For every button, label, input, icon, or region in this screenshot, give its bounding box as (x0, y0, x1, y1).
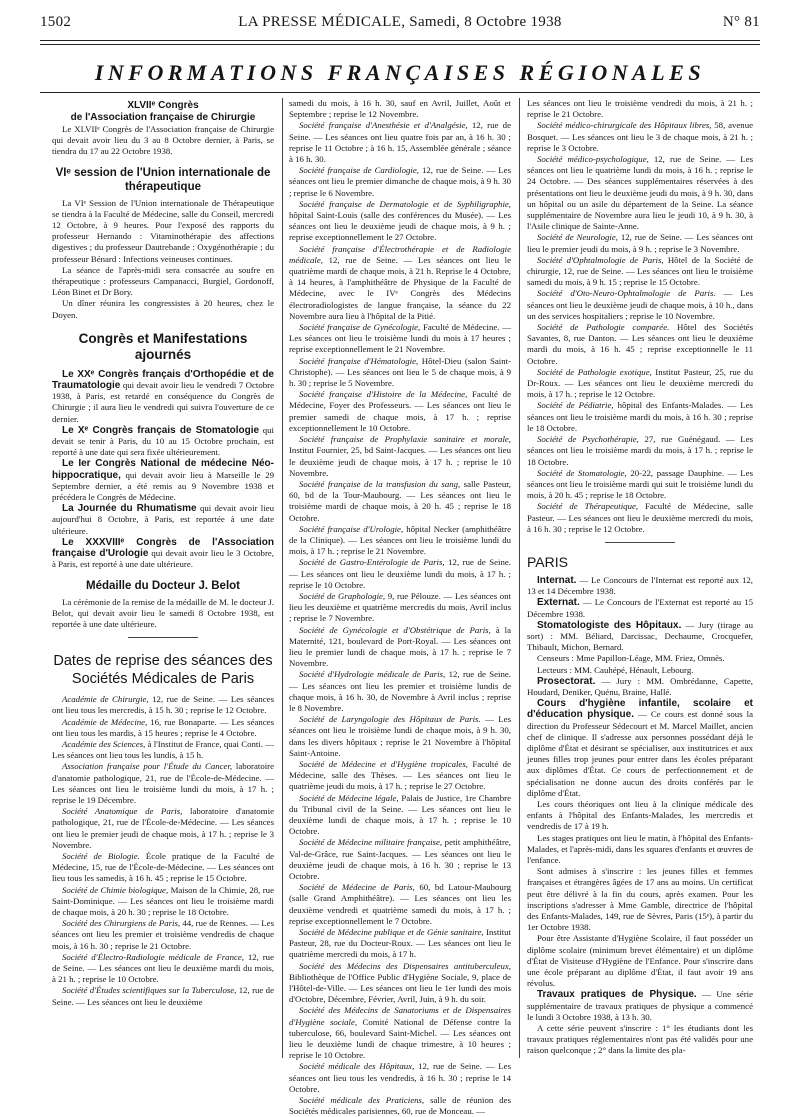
ajourne-item: Le XXXVIIIᵉ Congrès de l'Association française d'Urologie qui devait avoir lieu le 3 Octobre, à Paris, est reporté à une date ultérieure. (52, 536, 274, 570)
societe-entry: Société d'Hydrologie médicale de Paris, 12, rue de Seine. — Les séances ont lieu les premier et troisième lundis de chaque mois, à 16 h. 30, de Novembre à Avril inclus ; reprise le 8 Novembre. (289, 669, 511, 713)
societe-entry: Société d'Études scientifiques sur la Tuberculose, 12, rue de Seine. — Les séances ont lieu le deuxième (52, 985, 274, 1007)
stages-pratiques-text: Les stages pratiques ont lieu le matin, à l'hôpital des Enfants-Malades, et l'après-midi, dans les squares d'enfants et œuvres de l'enfance. (527, 832, 753, 865)
column-2 (289, 98, 512, 1117)
header-rule (40, 40, 760, 41)
societe-entry: Académie des Sciences, à l'Institut de France, quai Conti. — Les séances ont lieu tous les lundis, à 15 h. (52, 738, 274, 761)
societe-entry: Société des Médecins de Sanatoriums et de Dispensaires d'Hygiène sociale, Comité National de Défense contre la tuberculose, 66, boulevard Saint-Michel. — Les séances ont lieu le deuxième lundi de chaque trimestre, à 10 heures ; reprise le 10 Octobre. (289, 1005, 512, 1061)
ajourne-item: Le Xᵉ Congrès français de Stomatologie qui devait se tenir à Paris, du 10 au 15 Octobre prochain, est reporté à une date qui sera fixée ultérieurement. (52, 424, 274, 458)
union-text-1: La VIᵉ Session de l'Union internationale de Thérapeutique se tiendra à la Faculté de Médecine, salle du Conseil, mercredi 12 Octobre, à 9 heures. Pour l'exposé des rapports du professeur Hernando : Vitaminothérapie des affections digestives ; du professeur Dautrebande : Oxygénothérapie ; du professeur Bénard : Infections veineuses continues. (52, 197, 274, 264)
societe-entry: Société Anatomique de Paris, laboratoire d'anatomie pathologique, 21, rue de l'École-de-Médecine. — Les séances ont lieu le premier jeudi de chaque mois, à 17 h. ; reprise le 3 Novembre. (52, 806, 274, 850)
societe-entry: Société de Médecine militaire française, petit amphithéâtre, Val-de-Grâce, rue Saint-Jacques. — Les séances ont lieu le deuxième jeudi de chaque mois, à 16 h. 30 ; reprise le 13 Octobre. (289, 837, 511, 882)
societe-entry: Société de Stomatologie, 20-22, passage Dauphine. — Les séances ont lieu le troisième mardi qui suit le troisième lundi du mois, à 20 h. 45 ; reprise le 18 Octobre. (527, 467, 753, 501)
journal-title: LA PRESSE MÉDICALE, Samedi, 8 Octobre 1938 (238, 14, 562, 30)
societe-entry: Société de Médecine de Paris, 60, bd Latour-Maubourg (salle Grand Amphithéâtre). — Les séances ont lieu les deuxième vendredi et quatrième samedi du mois, à 17 h. ; reprise exceptionnellement le 7 Octobre. (289, 882, 512, 926)
congres-chirurgie-text: Le XLVIIᵉ Congrès de l'Association française de Chirurgie qui devait avoir lieu du 3 au 8 Octobre dernier, à Paris, se tiendra du 17 au 22 Octobre 1938. (52, 124, 274, 157)
issue-number: N° 81 (722, 14, 760, 30)
societe-entry: Société française d'Histoire de la Médecine, Faculté de Médecine, Foyer des Professeurs. — Les séances ont lieu le premier samedi de chaque mois, à 17 h. ; reprise exceptionnellement le 10 Octobre. (289, 389, 511, 433)
societe-entry: Société d'Oto-Neuro-Ophtalmologie de Paris. — Les séances ont lieu le deuxième jeudi de chaque mois, à 10 h., dans un des services hospitaliers ; reprise le 10 Novembre. (527, 288, 753, 321)
societe-entry: Société de Biologie. École pratique de la Faculté de Médecine, 15, rue de l'École-de-Médecine. — Les séances ont lieu tous les samedis, à 16 h. 45 ; reprise le 15 Octobre. (52, 850, 274, 884)
societe-entry: Société de Laryngologie des Hôpitaux de Paris. — Les séances ont lieu le troisième lundi de chaque mois, à 9 h. 30, dans les divers hôpitaux ; reprise le 21 Novembre à l'hôpital Saint-Antoine. (289, 714, 511, 758)
union-therapeutique-title: VIᵉ session de l'Union internationale de thérapeutique (55, 166, 271, 193)
societe-entry: Société de Neurologie, 12, rue de Seine. — Les séances ont lieu le premier jeudi du mois, à 9 h. ; reprise le 3 Novembre. (527, 232, 753, 254)
societe-entry: Société des Chirurgiens de Paris, 44, rue de Rennes. — Les séances ont lieu les premier et troisième vendredis de chaque mois, à 16 h. 30 ; reprise le 21 Octobre. (52, 918, 274, 951)
societes-list (52, 694, 274, 1008)
column-1 (52, 98, 274, 1070)
union-text-2: La séance de l'après-midi sera consacrée au soufre en thérapeutique : professeurs Campanacci, Burgiel, Gordonoff, Léon Binet et Dr Bory. (52, 264, 274, 298)
column-divider (519, 98, 520, 1058)
societe-entry: Société médicale des Hôpitaux, 12, rue de Seine. — Les séances ont lieu tous les vendredis, à 16 h. 30 ; reprise le 14 Octobre. (289, 1061, 512, 1094)
societe-entry: Société médico-chirurgicale des Hôpitaux libres, 58, avenue Bosquet. — Les séances ont lieu le 3 de chaque mois, à 21 h. ; reprise le 3 Octobre. (527, 120, 753, 153)
censeurs-text: Censeurs : Mme Papillon-Léage, MM. Friez, Omnès. (537, 653, 725, 664)
section-rule (40, 92, 760, 93)
belot-text: La cérémonie de la remise de la médaille de M. le docteur J. Belot, qui devait avoir lieu le samedi 8 Octobre 1938, est reportée à une date ultérieure. (52, 596, 275, 629)
ajourne-item: Le XXᵉ Congrès français d'Orthopédie et de Traumatologie qui devait avoir lieu le vendredi 7 Octobre 1938, à Paris, est retardé en conséquence du Congrès de Chirurgie ; il aura lieu le vendredi qui suivra l'ouverture de ce dernier. (52, 368, 274, 424)
separator (605, 542, 675, 543)
societe-entry: Société de Gastro-Entérologie de Paris, 12, rue de Seine. — Les séances ont lieu le deuxième lundi du mois, à 17 h. ; reprise le 10 Octobre. (289, 557, 512, 590)
societe-entry: Société de Thérapeutique, Faculté de Médecine, salle Pasteur. — Les séances ont lieu le deuxième mercredi du mois, à 16 h. 30 ; reprise le 12 Octobre. (527, 501, 753, 534)
societe-entry: Société de Pathologie exotique, Institut Pasteur, 25, rue du Dr-Roux. — Les séances ont lieu le deuxième mercredi du mois, à 17 h. ; reprise le 12 Octobre. (527, 366, 753, 400)
societes-list (289, 120, 511, 1117)
societe-entry: Société française d'Électrothérapie et de Radiologie médicale, 12, rue de Seine. — Les séances ont lieu le quatrième mardi de chaque mois, à 21 h. Reprise le 4 Octobre, à 14 heures, à l'amphithéâtre de Physique de la Faculté de Médecine, avec le IVᵉ Congrès des Médecins électroradiologistes de langue française, la séance du 22 Novembre aura lieu à l'hôpital de la Pitié. (289, 243, 511, 321)
societe-entry: Académie de Chirurgie, 12, rue de Seine. — Les séances ont lieu tous les mercredis, à 15 h. 30 ; reprise le 12 Octobre. (52, 694, 274, 716)
societe-entry: Société française de la transfusion du sang, salle Pasteur, 60, bd de la Tour-Maubourg. — Les séances ont lieu le troisième mardi de chaque mois, à 20 h. 45 ; reprise le 18 Octobre. (289, 478, 511, 523)
belot-title: Médaille du Docteur J. Belot (86, 579, 240, 592)
travaux-text: A cette série peuvent s'inscrire : 1° les étudiants dont les travaux pratiques réglementaires n'ont pas été validés pour une raison quelconque ; 2° dans la limite des pla- (527, 1023, 753, 1056)
societe-entry: Société de Psychothérapie, 27, rue Guénégaud. — Les séances ont lieu le troisième mardi du mois, à 17 h. ; reprise le 18 Octobre. (527, 434, 753, 467)
societe-entry: Société médicale des Praticiens, salle de réunion des Sociétés médicales parisiennes, 60, rue de Monceau. — (289, 1095, 511, 1117)
inscription-text: Sont admises à s'inscrire : les jeunes filles et femmes françaises et étrangères âgées de 17 ans au moins. Un certificat peut être délivré à la fin du cours, après examen. Pour les inscriptions s'adresser à Mme Gamble, directrice de l'hôpital des Enfants-Malades, 149, rue de Sèvres, Paris (15ᵉ), à partir du 1er Octobre 1938. (527, 866, 753, 933)
continuation-text: Les séances ont lieu le troisième vendredi du mois, à 21 h. ; reprise le 21 Octobre. (527, 98, 753, 120)
section-title: INFORMATIONS FRANÇAISES RÉGIONALES (94, 60, 706, 85)
column-3 (527, 98, 753, 1070)
running-header (40, 14, 760, 34)
societe-entry: Société de Médecine légale, Palais de Justice, 1re Chambre du Tribunal civil de la Seine. — Les séances ont lieu le deuxième lundi de chaque mois, à 17 h. ; reprise le 10 Octobre. (289, 792, 511, 837)
societe-entry: Société médico-psychologique, 12, rue de Seine. — Les séances ont lieu le quatrième lundi du mois, à 16 h. ; reprise le 24 Octobre. — Des séances supplémentaires réservées à des présentations ont lieu le deuxième jeudi du mois, à 9 h. 30, dans un hôpital ou un asile du département de la Seine. La séance supplémentaire de Novembre aura lieu le jeudi 10, à 9 h. 30, à l'Asile clinique de Sainte-Anne. (527, 154, 753, 232)
societe-entry: Société de Pédiatrie, hôpital des Enfants-Malades. — Les séances ont lieu le troisième mardi du mois, à 16 h. 30 ; reprise le 18 Octobre. (527, 400, 753, 433)
societe-entry: Société française de Dermatologie et de Syphiligraphie, hôpital Saint-Louis (salle des conférences du Musée). — Les séances ont lieu le deuxième jeudi de chaque mois, à 9 h. ; reprise exceptionnellement le 27 Octobre. (289, 198, 511, 243)
societe-entry: Société d'Ophtalmologie de Paris, Hôtel de la Société de chirurgie, 12, rue de Seine. — Les séances ont lieu le troisième samedi du mois, à 9 h. 15 ; reprise le 15 Octobre. (527, 254, 754, 288)
separator (128, 637, 198, 638)
header-rule-thin (40, 44, 760, 45)
paris-title: PARIS (527, 553, 568, 570)
dates-reprise-title: Dates de reprise des séances des Sociétés Médicales de Paris (53, 653, 273, 688)
societe-entry: Société de Médecine et d'Hygiène tropicales, Faculté de Médecine, salle des Thèses. — Les séances ont lieu le quatrième jeudi du mois, à 17 h. ; reprise le 27 Octobre. (289, 758, 511, 792)
lecteurs-text: Lecteurs : MM. Cauhépé, Hénault, Lebourg. (537, 664, 694, 675)
societe-entry: Société française de Gynécologie, Faculté de Médecine. — Les séances ont lieu le troisième lundi du mois à 17 heures ; reprise exceptionnellement le 21 Novembre. (289, 322, 511, 355)
congres-chirurgie-title: XLVIIᵉ Congrès de l'Association française de Chirurgie (70, 100, 256, 123)
column-divider (282, 98, 283, 1058)
union-text-3: Un dîner réunira les congressistes à 20 heures, chez le Doyen. (52, 298, 274, 320)
cours-theoriques-text: Les cours théoriques ont lieu à la clinique médicale des enfants à l'hôpital des Enfants-Malades, les mercredis et vendredis de 17 à 19 h. (527, 798, 753, 832)
ajourne-item: La Journée du Rhumatisme qui devait avoir lieu aujourd'hui 8 Octobre, à Paris, est reportée à une date ultérieure. (52, 503, 274, 536)
ajournes-title: Congrès et Manifestations ajournés (78, 330, 248, 362)
societe-entry: Société française de Prophylaxie sanitaire et morale, Institut Fournier, 25, bd Saint-Jacques. — Les séances ont lieu le deuxième jeudi de chaque mois, à 17 h. ; reprise le 10 Novembre. (289, 434, 511, 478)
societe-entry: Société de Chimie biologique, Maison de la Chimie, 28, rue Saint-Dominique. — Les séances ont lieu le troisième mardi de chaque mois, à 20 h. 30 ; reprise le 18 Octobre. (52, 884, 274, 917)
societes-list (527, 120, 753, 535)
societe-entry: Société française d'Hématologie, Hôtel-Dieu (salon Saint-Christophe). — Les séances ont lieu le 5 de chaque mois, à 9 h. 30 ; reprise le 5 Novembre. (289, 355, 511, 389)
stomatologiste-item: Stomatologiste des Hôpitaux. — Jury (tirage au sort) : MM. Béliard, Darcissac, Dechaume, Crocquefer, Thibault, Michon, Bernard. (527, 619, 753, 653)
societe-entry: Académie de Médecine, 16, rue Bonaparte. — Les séances ont lieu tous les mardis, à 15 heures ; reprise le 4 Octobre. (52, 716, 274, 738)
societe-entry: Société de Pathologie comparée. Hôtel des Sociétés Savantes, 8, rue Danton. — Les séances ont lieu le deuxième mardi du mois, à 16 h. 45 ; reprise exceptionnelle le 11 Octobre. (527, 322, 753, 366)
travaux-pratiques-item: Travaux pratiques de Physique. — Une série supplémentaire de travaux pratiques de physique a commencé le lundi 3 Octobre 1938, à 13 h. 30. (527, 989, 753, 1022)
page-number: 1502 (40, 14, 72, 30)
ajourne-item: Le Ier Congrès National de médecine Néo-hippocratique, qui devait avoir lieu à Marseille le 29 Septembre dernier, a été remis au 9 Novembre 1938 et précédera le Congrès de Médecine. (52, 458, 274, 503)
societe-entry: Société de Médecine publique et de Génie sanitaire, Institut Pasteur, 28, rue du Docteur-Roux. — Les séances ont lieu le quatrième mercredi du mois, à 17 h. (289, 927, 511, 960)
societe-entry: Société de Graphologie, 9, rue Pélouze. — Les séances ont lieu les deuxième et quatrième mercredis du mois, Avril inclus ; reprise le 7 Novembre. (289, 590, 511, 624)
cours-hygiene-item: Cours d'hygiène infantile, scolaire et d'éducation physique. — Ce cours est donné sous la direction du Professeur Sédecourt et M. Marcel Maillet, ancien chef de clinique. Il s'adresse aux personnes possédant déjà le diplôme d'État et désirant se spécialiser, aux institutrices et aux jeunes filles trop jeunes pour entrer dans les écoles préparant aux diplômes d'État. Ce cours de perfectionnement et de spécialisation ne donne aucun des droits conférés par le diplôme d'État. (527, 698, 753, 798)
prosectorat-item: Prosectorat. — Jury : MM. Ombrédanne, Capette, Houdard, Deniker, Quénu, Braine, Hallé. (527, 675, 753, 697)
societe-entry: Société française d'Anesthésie et d'Analgésie, 12, rue de Seine. — Les séances ont lieu quatre fois par an, à 16 h. 30 ; reprise le 11 Octobre ; à 16 h. 15, Assemblée générale ; séance à 16 h. 30. (289, 120, 511, 165)
internat-item: Internat. — Le Concours de l'Internat est reporté aux 12, 13 et 14 Décembre 1938. (527, 574, 753, 597)
continuation-text: samedi du mois, à 16 h. 30, sauf en Avril, Juillet, Août et Septembre ; reprise le 12 Novembre. (289, 98, 511, 120)
societe-entry: Association française pour l'Étude du Cancer, laboratoire d'anatomie pathologique, 21, rue de l'École-de-Médecine. — Les séances ont lieu le troisième lundi du mois, à 17 h. ; reprise le 19 Décembre. (52, 761, 274, 805)
societe-entry: Société de Gynécologie et d'Obstétrique de Paris, à la Maternité, 121, boulevard de Port-Royal. — Les séances ont lieu le premier lundi de chaque mois, à 17 h. ; reprise le 7 Novembre. (289, 624, 511, 669)
assistante-text: Pour être Assistante d'Hygiène Scolaire, il faut posséder un diplôme scolaire (minimum brevet élémentaire) et un diplôme d'État de Visiteuse d'Hygiène de l'Enfance. Pour s'inscrire dans une école préparant au diplôme d'État, il faut avoir 19 ans révolus. (527, 933, 753, 989)
societe-entry: Société française d'Urologie, hôpital Necker (amphithéâtre de la Clinique). — Les séances ont lieu le troisième lundi du mois, à 17 h. ; reprise le 21 Novembre. (289, 523, 512, 557)
societe-entry: Société des Médecins des Dispensaires antituberculeux, Bibliothèque de l'Office Public d'Hygiène Sociale, 9, place de l'Hôtel-de-Ville. — Les séances ont lieu le 1er lundi des mois d'Octobre, Décembre, Février, Avril, Juin, à 9 h. du soir. (289, 960, 511, 1005)
societe-entry: Société d'Électro-Radiologie médicale de France, 12, rue de Seine. — Les séances ont lieu le deuxième mardi du mois, à 21 h. ; reprise le 10 Octobre. (52, 951, 274, 985)
societe-entry: Société française de Cardiologie, 12, rue de Seine. — Les séances ont lieu le premier dimanche de chaque mois, à 9 h. 30 ; reprise le 6 Novembre. (289, 165, 511, 198)
externat-item: Externat. — Le Concours de l'Externat est reporté au 15 Décembre 1938. (527, 597, 753, 619)
